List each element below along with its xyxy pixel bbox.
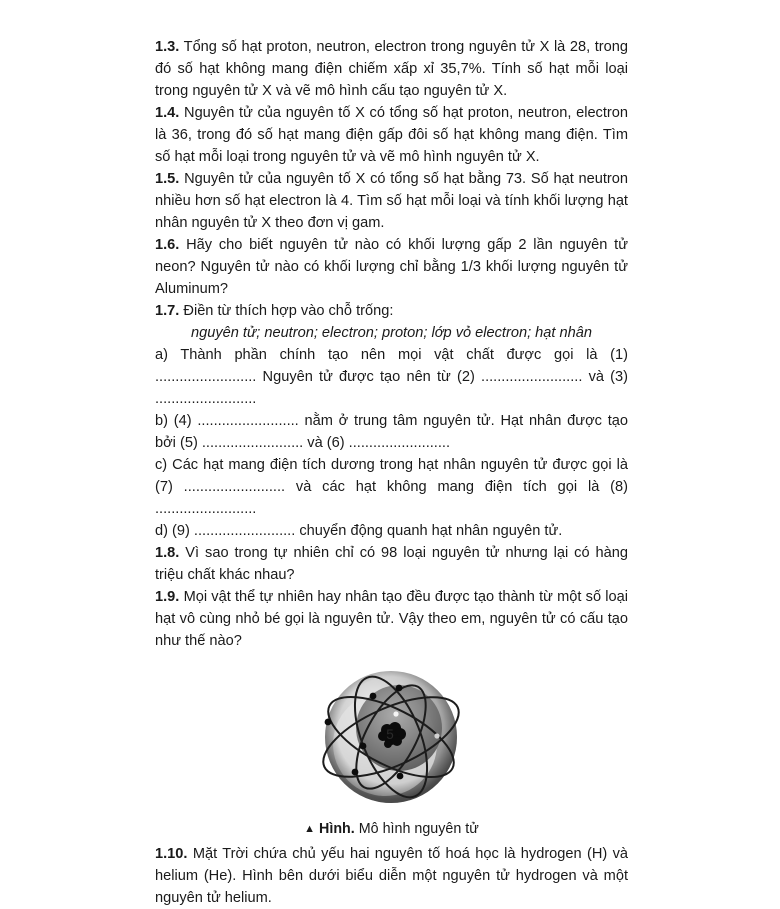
- exercise-number: 1.8.: [155, 545, 180, 561]
- word-bank: nguyên tử; neutron; electron; proton; lớp vỏ electron; hạt nhân: [190, 325, 592, 341]
- caption-text: Mô hình nguyên tử: [358, 821, 479, 837]
- exercise-1-8: [155, 542, 628, 586]
- content-column: [155, 36, 628, 909]
- fill-blank-b: b) (4) ......................... nằm ở trung tâm nguyên tử. Hạt nhân được tạo bởi (5) ......................... và (6) .........................: [155, 413, 628, 451]
- page-number: 5: [386, 727, 394, 742]
- exercise-number: 1.9.: [155, 589, 180, 605]
- exercise-1-7: [155, 300, 628, 322]
- exercise-text: Điền từ thích hợp vào chỗ trống:: [183, 303, 394, 319]
- exercise-number: 1.3.: [155, 39, 180, 55]
- exercise-number: 1.7.: [155, 303, 180, 319]
- fill-blank-d: d) (9) ......................... chuyển động quanh hạt nhân nguyên tử.: [155, 523, 563, 539]
- exercise-text: Mọi vật thể tự nhiên hay nhân tạo đều được tạo thành từ một số loại hạt vô cùng nhỏ bé gọi là nguyên tử. Vậy theo em, nguyên tử có cấu tạo như thế nào?: [155, 589, 628, 649]
- exercise-number: 1.5.: [155, 171, 180, 187]
- exercise-number: 1.4.: [155, 105, 180, 121]
- exercise-text: Hãy cho biết nguyên tử nào có khối lượng gấp 2 lần nguyên tử neon? Nguyên tử nào có khối lượng chỉ bằng 1/3 khối lượng nguyên tử Aluminum?: [155, 237, 628, 297]
- exercise-text: Nguyên tử của nguyên tố X có tổng số hạt bằng 73. Số hạt neutron nhiều hơn số hạt electron là 4. Tìm số hạt mỗi loại và tính khối lượng hạt nhân nguyên tử X theo đơn vị gam.: [155, 171, 629, 231]
- exercise-1-6: [155, 234, 628, 300]
- exercise-1-3: [155, 36, 628, 102]
- exercise-1-5: [155, 168, 628, 234]
- fill-blank-a: a) Thành phần chính tạo nên mọi vật chất được gọi là (1) ......................... Nguyên tử được tạo nên từ (2) ......................... và (3) .........................: [155, 347, 628, 407]
- exercise-text: Vì sao trong tự nhiên chỉ có 98 loại nguyên tử nhưng lại có hàng triệu chất khác nhau?: [155, 545, 628, 583]
- caption-label: Hình.: [319, 821, 355, 837]
- exercise-number: 1.10.: [155, 846, 188, 862]
- exercise-1-10: [155, 843, 628, 909]
- exercise-text: Nguyên tử của nguyên tố X có tổng số hạt proton, neutron, electron là 36, trong đó số hạt mang điện gấp đôi số hạt không mang điện. Tìm số hạt mỗi loại trong nguyên tử và vẽ mô hình nguyên tử X.: [155, 105, 629, 165]
- figure-caption: [155, 818, 628, 841]
- fill-blank-c: c) Các hạt mang điện tích dương trong hạt nhân nguyên tử được gọi là (7) ......................... và các hạt không mang điện tích gọi là (8) .........................: [155, 457, 628, 517]
- exercise-text: Tổng số hạt proton, neutron, electron trong nguyên tử X là 28, trong đó số hạt không mang điện chiếm xấp xỉ 35,7%. Tính số hạt mỗi loại trong nguyên tử X và vẽ mô hình cấu tạo nguyên tử X.: [155, 39, 628, 99]
- atom-figure: [155, 656, 628, 841]
- exercise-number: 1.6.: [155, 237, 180, 253]
- exercise-1-4: [155, 102, 628, 168]
- exercise-text: Mặt Trời chứa chủ yếu hai nguyên tố hoá học là hydrogen (H) và helium (He). Hình bên dưới biểu diễn một nguyên tử hydrogen và một nguyên tử helium.: [155, 846, 628, 906]
- exercise-1-9: [155, 586, 628, 652]
- triangle-marker-icon: ▲: [304, 823, 316, 835]
